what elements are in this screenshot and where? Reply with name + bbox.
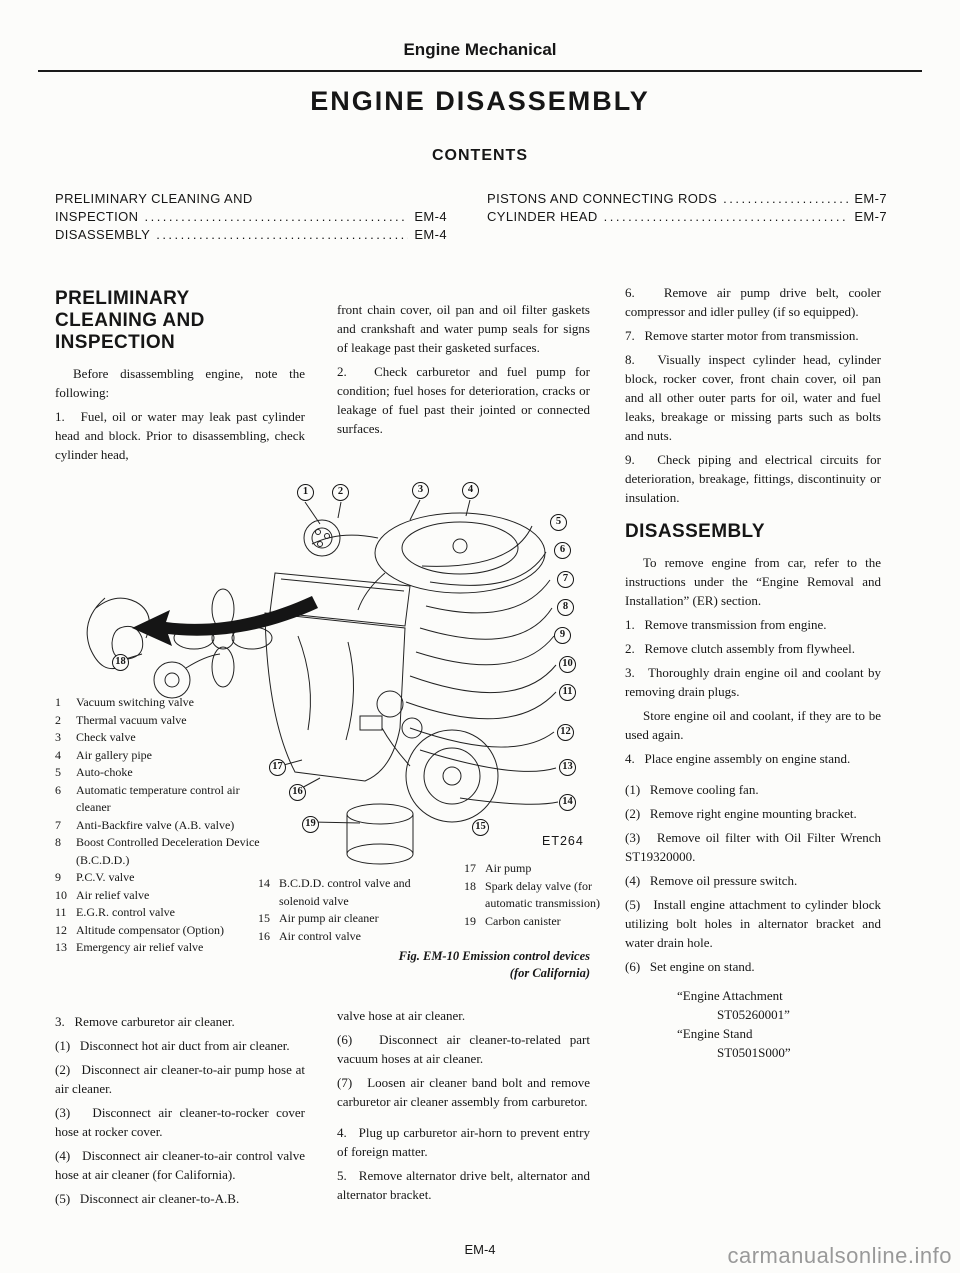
figure-callout-4: 4	[462, 482, 479, 499]
figure-callout-5: 5	[550, 514, 567, 531]
legend-item: 4 Air gallery pipe	[55, 747, 152, 762]
paragraph: front chain cover, oil pan and oil filter gaskets and crankshaft and water pump seals for signs of leakage past their gasketed surfaces.	[337, 302, 590, 355]
paragraph: (6) Set engine on stand.	[625, 959, 755, 974]
tool-name: “Engine Stand	[677, 1026, 753, 1041]
legend-item: 11 E.G.R. control valve	[55, 905, 175, 919]
paragraph: (3) Disconnect air cleaner-to-rocker cover hose at rocker cover.	[55, 1105, 305, 1139]
paragraph: (5) Install engine attachment to cylinder block utilizing bolt holes in alternator bracket and water drain hole.	[625, 897, 881, 950]
text-column-left-lower	[55, 1012, 305, 1213]
legend-item: 18 Spark delay valve (for automatic transmission)	[464, 878, 600, 910]
contents-list-right	[487, 190, 887, 226]
legend-item: 14 B.C.D.D. control valve and solenoid valve	[258, 876, 411, 908]
section-heading-disassembly: DISASSEMBLY	[625, 521, 765, 542]
page-title: ENGINE DISASSEMBLY	[310, 86, 650, 116]
figure-callout-14: 14	[559, 794, 576, 811]
paragraph: Before disassembling engine, note the following:	[55, 366, 305, 400]
figure-legend-right	[464, 860, 616, 930]
legend-item: 19 Carbon canister	[464, 913, 561, 928]
text-column-middle	[337, 300, 590, 443]
figure-callout-7: 7	[557, 571, 574, 588]
text-column-middle-lower	[337, 1006, 590, 1209]
figure-callout-1: 1	[297, 484, 314, 501]
tool-number: ST05260001”	[717, 1007, 790, 1022]
figure-caption-line1: Fig. EM-10 Emission control devices	[398, 949, 590, 963]
figure-callout-19: 19	[302, 816, 319, 833]
figure-callout-12: 12	[557, 724, 574, 741]
legend-item: 5 Auto-choke	[55, 765, 133, 779]
legend-item: 1 Vacuum switching valve	[55, 695, 194, 709]
tool-name: “Engine Attachment	[677, 988, 783, 1003]
paragraph: (4) Disconnect air cleaner-to-air control valve hose at air cleaner (for California).	[55, 1148, 305, 1182]
paragraph: 3. Remove carburetor air cleaner.	[55, 1014, 235, 1029]
paragraph: To remove engine from car, refer to the instructions under the “Engine Removal and Installation” (ER) section.	[625, 555, 881, 608]
header-rule	[38, 70, 922, 72]
toc-entry: CYLINDER HEAD ..... EM-7	[487, 208, 887, 226]
page-number: EM-4	[464, 1242, 496, 1257]
paragraph: 7. Remove starter motor from transmission.	[625, 328, 859, 343]
figure-callout-13: 13	[559, 759, 576, 776]
figure-callout-9: 9	[554, 627, 571, 644]
figure-callout-17: 17	[269, 759, 286, 776]
paragraph: 9. Check piping and electrical circuits for deterioration, breakage, fittings, discontinuity or insulation.	[625, 452, 881, 505]
legend-item: 6 Automatic temperature control air cleaner	[55, 782, 240, 814]
legend-item: 7 Anti-Backfire valve (A.B. valve)	[55, 817, 235, 832]
paragraph: 5. Remove alternator drive belt, alternator and alternator bracket.	[337, 1168, 590, 1202]
paragraph: valve hose at air cleaner.	[337, 1008, 466, 1023]
paragraph: 4. Plug up carburetor air-horn to prevent entry of foreign matter.	[337, 1125, 590, 1159]
paragraph: (4) Remove oil pressure switch.	[625, 873, 798, 888]
legend-item: 2 Thermal vacuum valve	[55, 712, 187, 727]
figure-code: ET264	[542, 834, 584, 848]
text-column-right	[625, 283, 881, 1062]
paragraph: 8. Visually inspect cylinder head, cylinder block, rocker cover, front chain cover, oil pan and all other outer parts for oil, water and fuel leaks, breakage or missing parts such as bolts and nuts.	[625, 352, 881, 443]
paragraph: (2) Remove right engine mounting bracket.	[625, 806, 857, 821]
paragraph: (3) Remove oil filter with Oil Filter Wrench ST19320000.	[625, 830, 881, 864]
legend-item: 15 Air pump air cleaner	[258, 911, 379, 925]
section-heading-preliminary: PRELIMINARY CLEANING AND INSPECTION	[55, 288, 205, 353]
legend-item: 17 Air pump	[464, 861, 532, 875]
figure-callout-16: 16	[289, 784, 306, 801]
text-column-left	[55, 288, 305, 469]
figure-callout-11: 11	[559, 684, 576, 701]
toc-entry: PISTONS AND CONNECTING RODS ..... EM-7	[487, 190, 887, 208]
paragraph: 3. Thoroughly drain engine oil and coolant by removing drain plugs.	[625, 665, 881, 699]
legend-item: 13 Emergency air relief valve	[55, 940, 204, 954]
paragraph: 4. Place engine assembly on engine stand.	[625, 751, 851, 766]
paragraph: (7) Loosen air cleaner band bolt and remove carburetor air cleaner assembly from carburetor.	[337, 1075, 590, 1109]
watermark: carmanualsonline.info	[727, 1243, 952, 1268]
figure-callout-3: 3	[412, 482, 429, 499]
figure-legend-left	[55, 694, 260, 957]
paragraph: (6) Disconnect air cleaner-to-related part vacuum hoses at air cleaner.	[337, 1032, 590, 1066]
paragraph: 6. Remove air pump drive belt, cooler compressor and idler pulley (if so equipped).	[625, 285, 881, 319]
figure-callout-15: 15	[472, 819, 489, 836]
paragraph: Store engine oil and coolant, if they are to be used again.	[625, 708, 881, 742]
paragraph: 2. Remove clutch assembly from flywheel.	[625, 641, 855, 656]
paragraph: (1) Disconnect hot air duct from air cleaner.	[55, 1038, 290, 1053]
figure-caption-line2: (for California)	[509, 966, 590, 980]
paragraph: (2) Disconnect air cleaner-to-air pump hose at air cleaner.	[55, 1062, 305, 1096]
paragraph: 2. Check carburetor and fuel pump for condition; fuel hoses for deterioration, cracks or leakage of fuel past their jointed or connected surfaces.	[337, 364, 590, 436]
paragraph: 1. Fuel, oil or water may leak past cylinder head and block. Prior to disassembling, check cylinder head,	[55, 409, 305, 462]
figure-callout-18: 18	[112, 654, 129, 671]
figure-legend-middle	[258, 875, 450, 945]
figure-callout-10: 10	[559, 656, 576, 673]
tool-number: ST0501S000”	[717, 1045, 791, 1060]
legend-item: 3 Check valve	[55, 730, 136, 744]
legend-item: 10 Air relief valve	[55, 887, 150, 902]
figure-callout-2: 2	[332, 484, 349, 501]
legend-item: 16 Air control valve	[258, 928, 361, 943]
paragraph: 1. Remove transmission from engine.	[625, 617, 827, 632]
special-tool-list	[625, 986, 881, 1062]
removal-arrow	[132, 596, 318, 646]
running-header: Engine Mechanical	[403, 40, 557, 59]
contents-list-left	[55, 190, 447, 244]
legend-item: 12 Altitude compensator (Option)	[55, 922, 224, 937]
toc-entry: DISASSEMBLY ..... EM-4	[55, 226, 447, 244]
paragraph: (1) Remove cooling fan.	[625, 782, 759, 797]
legend-item: 9 P.C.V. valve	[55, 870, 135, 884]
figure-callout-6: 6	[554, 542, 571, 559]
contents-heading: CONTENTS	[432, 147, 528, 164]
figure-caption	[337, 948, 590, 982]
paragraph: (5) Disconnect air cleaner-to-A.B.	[55, 1191, 240, 1206]
legend-item: 8 Boost Controlled Deceleration Device (B.C.D.D.)	[55, 835, 260, 867]
figure-callout-8: 8	[557, 599, 574, 616]
toc-entry: PRELIMINARY CLEANING AND INSPECTION ..... EM-4	[55, 190, 447, 226]
